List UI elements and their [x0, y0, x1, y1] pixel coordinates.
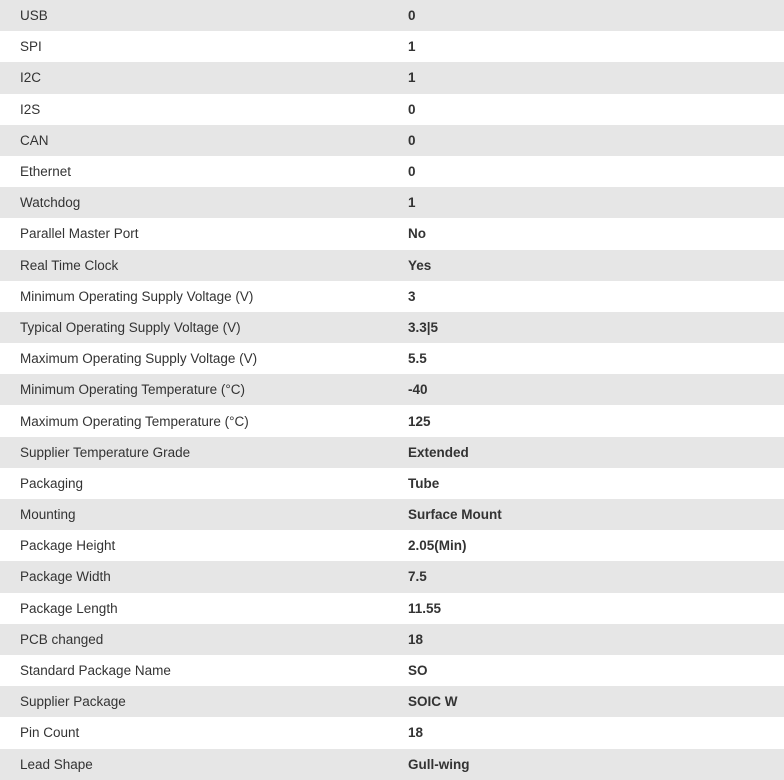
- spec-attribute-name: Pin Count: [20, 725, 80, 741]
- spec-attribute-value: SOIC W: [408, 694, 458, 710]
- spec-row: [0, 655, 784, 686]
- spec-row: [0, 125, 784, 156]
- spec-row: [0, 62, 784, 93]
- spec-attribute-name: I2C: [20, 70, 42, 86]
- spec-row: [0, 0, 784, 31]
- spec-attribute-name: Supplier Temperature Grade: [20, 444, 191, 460]
- spec-attribute-name: Supplier Package: [20, 694, 126, 710]
- spec-attribute-name: Package Width: [20, 569, 111, 585]
- spec-attribute-name: Minimum Operating Temperature (°C): [20, 382, 245, 398]
- spec-attribute-value: 7.5: [408, 569, 427, 585]
- spec-row: [0, 250, 784, 281]
- spec-attribute-name: Lead Shape: [20, 756, 93, 772]
- spec-attribute-value: Gull-wing: [408, 756, 470, 772]
- spec-row: [0, 437, 784, 468]
- spec-attribute-value: 3: [408, 288, 416, 304]
- spec-attribute-name: Maximum Operating Supply Voltage (V): [20, 351, 258, 367]
- spec-attribute-name: USB: [20, 8, 48, 24]
- spec-row: [0, 468, 784, 499]
- spec-attribute-value: 18: [408, 631, 424, 647]
- spec-row: [0, 281, 784, 312]
- spec-attribute-value: -40: [408, 382, 428, 398]
- spec-attribute-value: 0: [408, 164, 416, 180]
- spec-attribute-value: 18: [408, 725, 424, 741]
- spec-attribute-value: 1: [408, 195, 416, 211]
- spec-attribute-name: Watchdog: [20, 195, 81, 211]
- spec-attribute-name: Minimum Operating Supply Voltage (V): [20, 288, 254, 304]
- spec-attribute-value: Surface Mount: [408, 507, 502, 523]
- spec-row: [0, 405, 784, 436]
- spec-attribute-name: CAN: [20, 132, 49, 148]
- spec-row: [0, 749, 784, 780]
- spec-attribute-value: Extended: [408, 444, 469, 460]
- spec-attribute-name: Maximum Operating Temperature (°C): [20, 413, 249, 429]
- spec-row: [0, 218, 784, 249]
- spec-row: [0, 561, 784, 592]
- spec-attribute-value: 3.3|5: [408, 319, 439, 335]
- spec-attribute-value: No: [408, 226, 426, 242]
- spec-attribute-name: Parallel Master Port: [20, 226, 139, 242]
- spec-attribute-value: SO: [408, 663, 428, 679]
- spec-row: [0, 686, 784, 717]
- spec-attribute-value: 0: [408, 8, 416, 24]
- spec-row: [0, 343, 784, 374]
- spec-attribute-name: Package Height: [20, 538, 116, 554]
- spec-attribute-value: Yes: [408, 257, 432, 273]
- spec-attribute-name: Package Length: [20, 600, 118, 616]
- spec-attribute-name: Standard Package Name: [20, 663, 171, 679]
- spec-attribute-value: 5.5: [408, 351, 427, 367]
- spec-row: [0, 31, 784, 62]
- spec-attribute-name: SPI: [20, 39, 42, 55]
- spec-attribute-value: 2.05(Min): [408, 538, 467, 554]
- spec-attribute-name: Typical Operating Supply Voltage (V): [20, 319, 241, 335]
- spec-row: [0, 94, 784, 125]
- spec-attribute-name: Real Time Clock: [20, 257, 119, 273]
- spec-attribute-value: 11.55: [408, 600, 442, 616]
- spec-row: [0, 499, 784, 530]
- spec-row: [0, 374, 784, 405]
- spec-row: [0, 717, 784, 748]
- spec-row: [0, 312, 784, 343]
- spec-row: [0, 156, 784, 187]
- spec-attribute-name: Packaging: [20, 475, 84, 491]
- spec-attribute-value: 0: [408, 101, 416, 117]
- spec-attribute-value: 125: [408, 413, 431, 429]
- spec-row: [0, 530, 784, 561]
- spec-attribute-value: 1: [408, 39, 416, 55]
- spec-row: [0, 624, 784, 655]
- spec-row: [0, 593, 784, 624]
- spec-attribute-name: Ethernet: [20, 164, 72, 180]
- spec-attribute-value: Tube: [408, 475, 440, 491]
- spec-attribute-name: Mounting: [20, 507, 76, 523]
- spec-attribute-name: PCB changed: [20, 631, 104, 647]
- spec-attribute-value: 0: [408, 132, 416, 148]
- spec-attribute-value: 1: [408, 70, 416, 86]
- spec-row: [0, 187, 784, 218]
- spec-attribute-name: I2S: [20, 101, 41, 117]
